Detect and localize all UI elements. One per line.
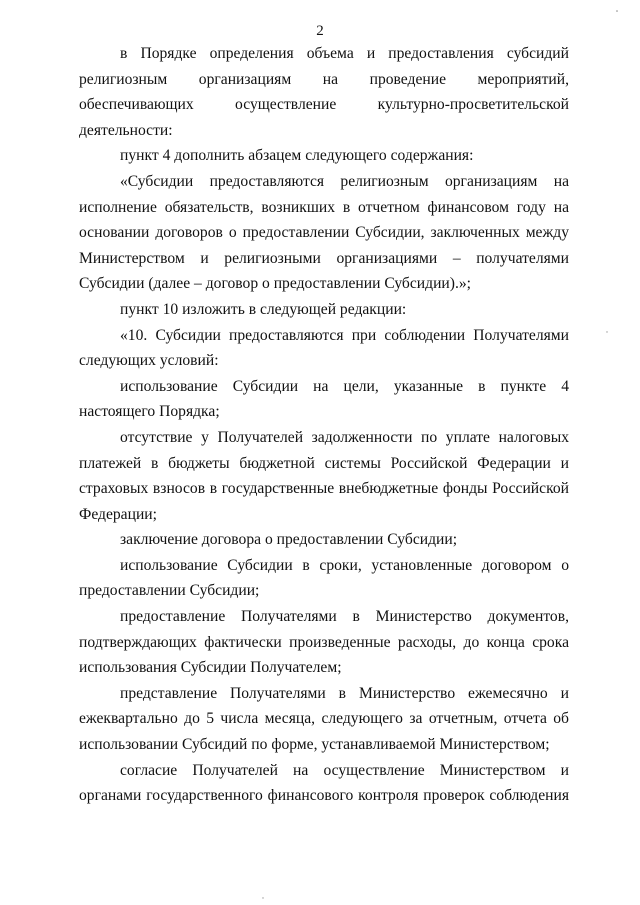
paragraph-item-4-text: «Субсидии предоставляются религиозным организациям на исполнение обязательств, возникших в отчетном финансовом году на основании договоров о предоставлении Субсидии, заключенных между Министерством и религиозными организациями – получателями Субсидии (далее – договор о предоставлении Субсидии).»; xyxy=(79,172,569,293)
paragraph-condition-consent: согласие Получателей на осуществление Министерством и органами государственного финансового контроля проверок соблюдения xyxy=(79,761,569,805)
paragraph-condition-no-debt: отсутствие у Получателей задолженности по уплате налоговых платежей в бюджеты бюджетной системы Российской Федерации и страховых взносов в государственные внебюджетные фонды Российской Федерации; xyxy=(79,428,569,523)
paragraph-condition-agreement: заключение договора о предоставлении Субсидии; xyxy=(120,531,458,549)
document-body xyxy=(79,41,569,809)
paragraph-item-4-intro: пункт 4 дополнить абзацем следующего содержания: xyxy=(120,147,474,165)
paragraph-condition-documents: предоставление Получателями в Министерство документов, подтверждающих фактически произведенные расходы, до конца срока использования Субсидии Получателем; xyxy=(79,608,569,677)
paragraph-condition-purpose: использование Субсидии на цели, указанные в пункте 4 настоящего Порядка; xyxy=(79,377,569,421)
paragraph-item-10-intro: пункт 10 изложить в следующей редакции: xyxy=(120,300,407,318)
paragraph-item-10-text: «10. Субсидии предоставляются при соблюдении Получателями следующих условий: xyxy=(79,326,569,370)
paragraph-procedure-title: в Порядке определения объема и предоставления субсидий религиозным организациям на проведение мероприятий, обеспечивающих осуществление культурно-просветительской деятельности: xyxy=(79,45,569,139)
page-number: 2 xyxy=(316,23,324,39)
paragraph-condition-report: представление Получателями в Министерство ежемесячно и ежеквартально до 5 числа месяца, следующего за отчетным, отчета об использовании Субсидий по форме, устанавливаемой Министерством; xyxy=(79,684,569,754)
paragraph-condition-terms: использование Субсидии в сроки, установленные договором о предоставлении Субсидии; xyxy=(79,556,569,600)
